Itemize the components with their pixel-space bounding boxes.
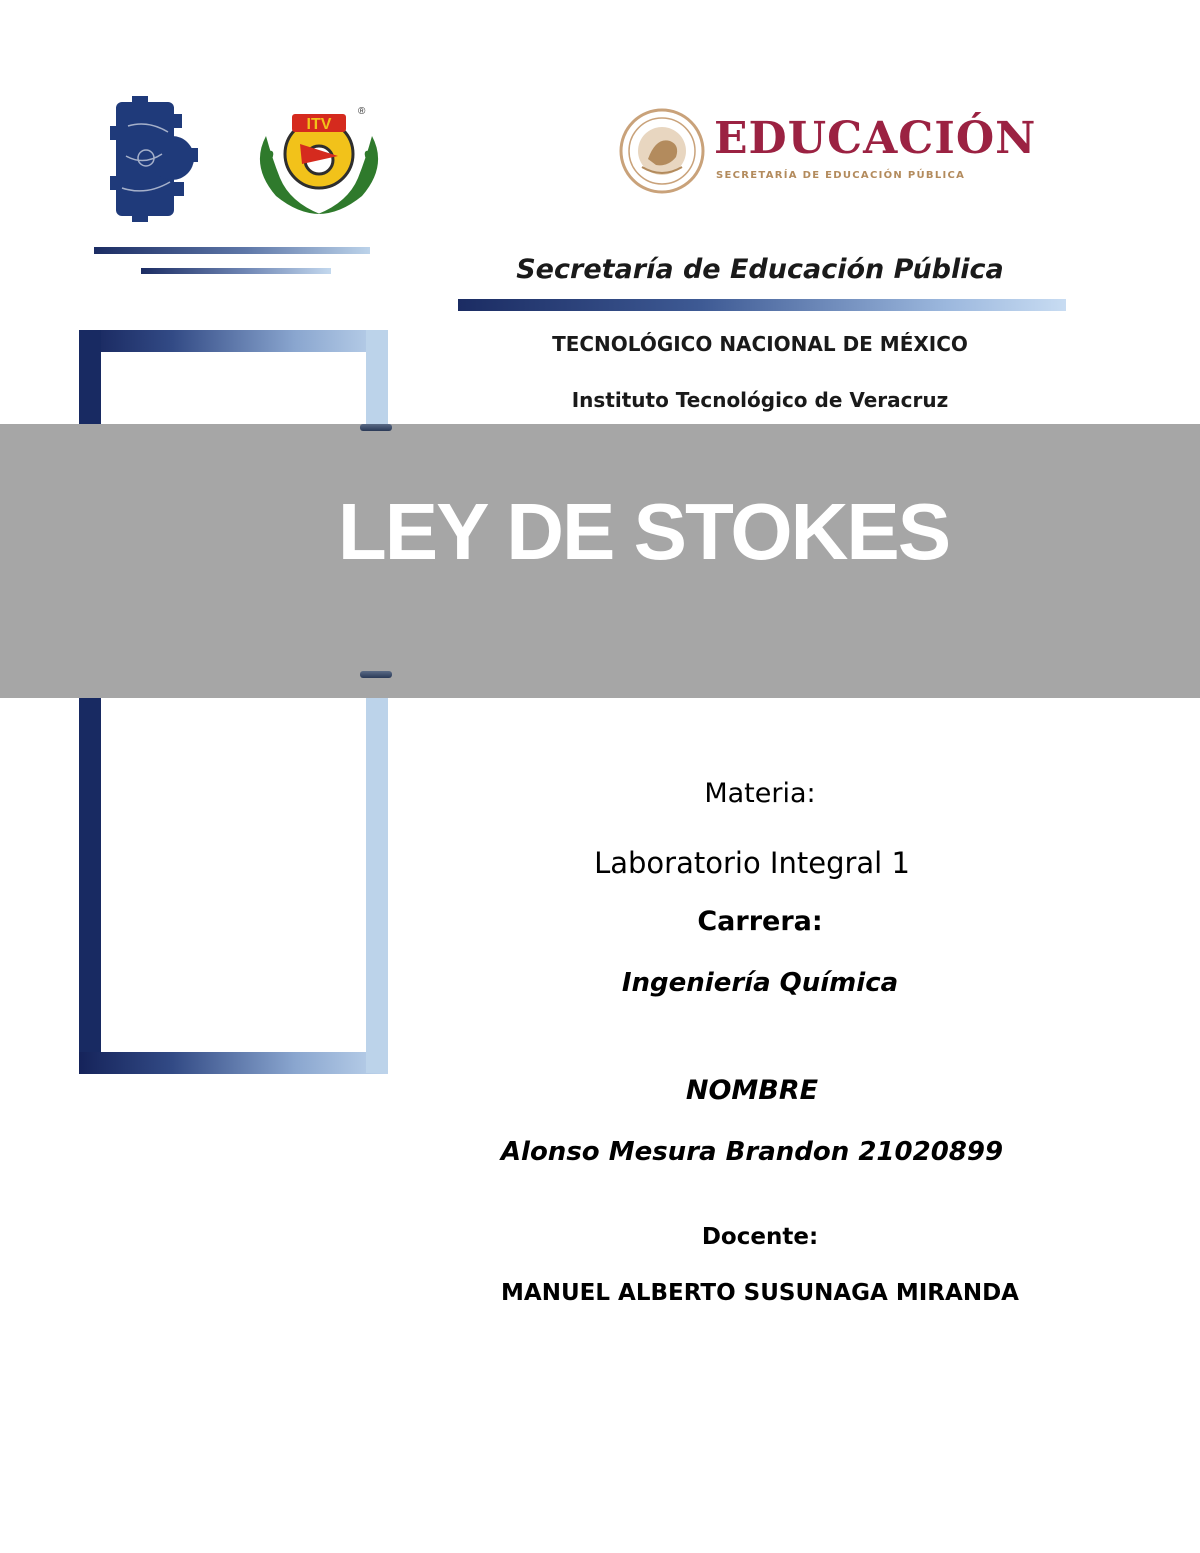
- docente-label: Docente:: [701, 1224, 819, 1250]
- frame-cap-bottom: [360, 671, 392, 678]
- header-rule-short: [141, 268, 331, 274]
- document-title: LEY DE STOKES: [337, 487, 950, 576]
- secretaria-heading: Secretaría de Educación Pública: [516, 254, 1004, 285]
- nombre-value: Alonso Mesura Brandon 21020899: [500, 1137, 1004, 1167]
- tecnologico-heading: TECNOLÓGICO NACIONAL DE MÉXICO: [552, 332, 968, 356]
- secretaria-underline: [458, 299, 1066, 311]
- frame-right-bottom-bar: [366, 673, 388, 1073]
- materia-value: Laboratorio Integral 1: [594, 846, 910, 880]
- tecnm-gear-logo-icon: [108, 96, 202, 222]
- frame-right-top-bar: [366, 330, 388, 426]
- mexico-coat-of-arms-icon: [618, 107, 706, 195]
- docente-value: MANUEL ALBERTO SUSUNAGA MIRANDA: [501, 1280, 1019, 1306]
- carrera-value: Ingeniería Química: [621, 968, 899, 998]
- itv-logo-icon: [248, 100, 390, 216]
- instituto-heading: Instituto Tecnológico de Veracruz: [571, 388, 949, 412]
- materia-label: Materia:: [704, 778, 816, 809]
- header-rule-long: [94, 247, 370, 254]
- svg-text:®: ®: [358, 106, 366, 117]
- frame-bottom-bar: [79, 1052, 388, 1074]
- frame-cap-top: [360, 424, 392, 431]
- nombre-label: NOMBRE: [685, 1075, 819, 1106]
- svg-text:ITV: ITV: [306, 116, 332, 133]
- carrera-label: Carrera:: [697, 906, 823, 937]
- frame-top-bar: [79, 330, 388, 352]
- sep-logo-subtitle: SECRETARÍA DE EDUCACIÓN PÚBLICA: [716, 170, 966, 181]
- sep-logo-word: EDUCACIÓN: [714, 113, 1037, 164]
